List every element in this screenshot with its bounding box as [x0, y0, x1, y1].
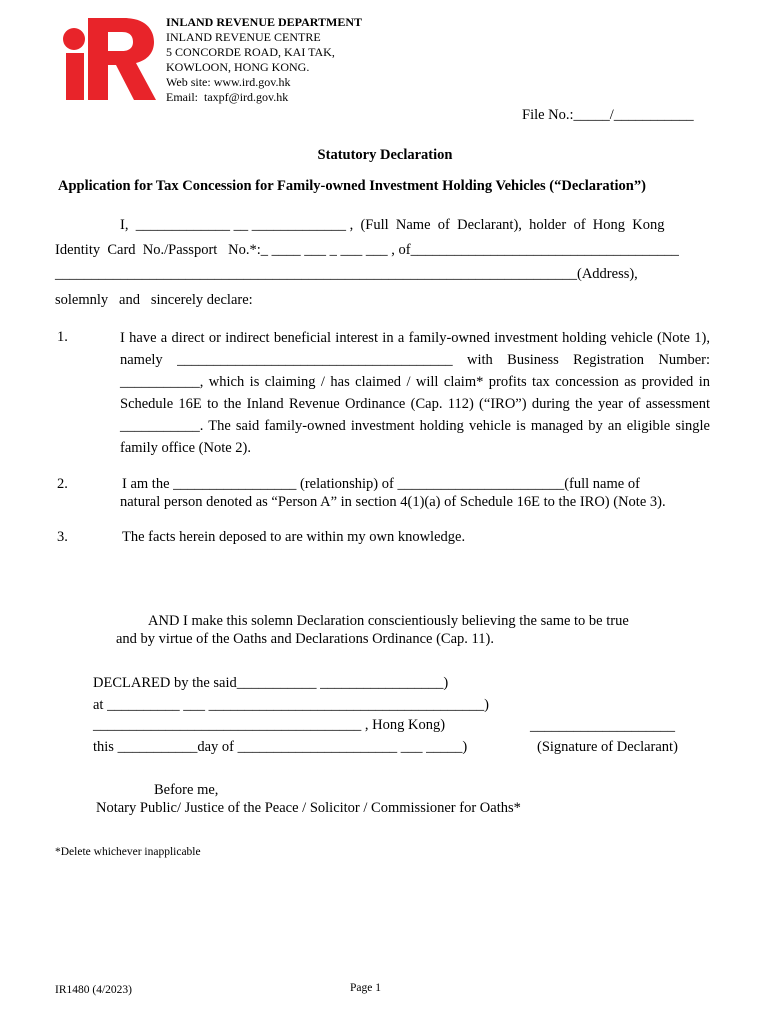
item-number: 2. — [57, 476, 68, 492]
signature-label: (Signature of Declarant) — [537, 739, 678, 755]
address-line: KOWLOON, HONG KONG. — [166, 60, 310, 74]
item-text: I am the _________________ (relationship) of _______________________(full name of — [122, 476, 640, 492]
before-me-label: Before me, — [154, 782, 219, 798]
address-line: INLAND REVENUE CENTRE — [166, 30, 321, 44]
file-number: File No.:_____/___________ — [522, 107, 694, 123]
declared-date-line: this ___________day of ______________________ ___ _____) — [93, 739, 468, 755]
address-line: 5 CONCORDE ROAD, KAI TAK, — [166, 45, 335, 59]
declared-at-line: at __________ ___ ______________________________________) — [93, 697, 489, 713]
witness-roles: Notary Public/ Justice of the Peace / Solicitor / Commissioner for Oaths* — [96, 800, 521, 816]
id-card-line: Identity Card No./Passport No.*:_ ____ ___ _ ___ ___ , of_____________________________________ — [55, 242, 679, 258]
email-line: Email: taxpf@ird.gov.hk — [166, 90, 289, 104]
solemn-line: AND I make this solemn Declaration conscientiously believing the same to be true — [148, 613, 629, 629]
declare-line: solemnly and sincerely declare: — [55, 292, 253, 308]
item-number: 3. — [57, 529, 68, 545]
page-number: Page 1 — [350, 982, 381, 994]
form-code: IR1480 (4/2023) — [55, 984, 132, 996]
ird-logo — [62, 18, 157, 100]
solemn-line: and by virtue of the Oaths and Declarations Ordinance (Cap. 11). — [116, 631, 494, 647]
declarant-line: I, _____________ __ _____________ , (Full Name of Declarant), holder of Hong Kong — [120, 217, 665, 233]
item-number: 1. — [57, 329, 68, 345]
address-field-line: ________________________________________________________________________(Address), — [55, 266, 638, 282]
website-line: Web site: www.ird.gov.hk — [166, 75, 291, 89]
department-name: INLAND REVENUE DEPARTMENT — [166, 15, 363, 29]
declared-by-line: DECLARED by the said___________ _________________) — [93, 675, 449, 691]
page-title: Statutory Declaration — [317, 147, 453, 163]
footnote: *Delete whichever inapplicable — [55, 846, 201, 858]
page-subtitle: Application for Tax Concession for Family-owned Investment Holding Vehicles (“Declaration”) — [58, 178, 646, 194]
item-text: The facts herein deposed to are within my own knowledge. — [122, 529, 466, 545]
item-text: I have a direct or indirect beneficial interest in a family-owned investment holding vehicle (Note 1), namely ______________________________________ with Business Registration Number: ___________, which is claiming / has claimed / will claim* profits tax concession as provided in Schedule 16E to the Inland Revenue Ordinance (Cap. 112) (“IRO”) during the year of assessment ___________. The said family-owned investment holding vehicle is managed by an eligible single family office (Note 2). — [120, 330, 710, 456]
item-text: natural person denoted as “Person A” in section 4(1)(a) of Schedule 16E to the IRO) (Note 3). — [120, 494, 666, 510]
signature-line: ____________________ — [530, 718, 675, 734]
declared-place-line: _____________________________________ , Hong Kong) — [93, 717, 446, 733]
